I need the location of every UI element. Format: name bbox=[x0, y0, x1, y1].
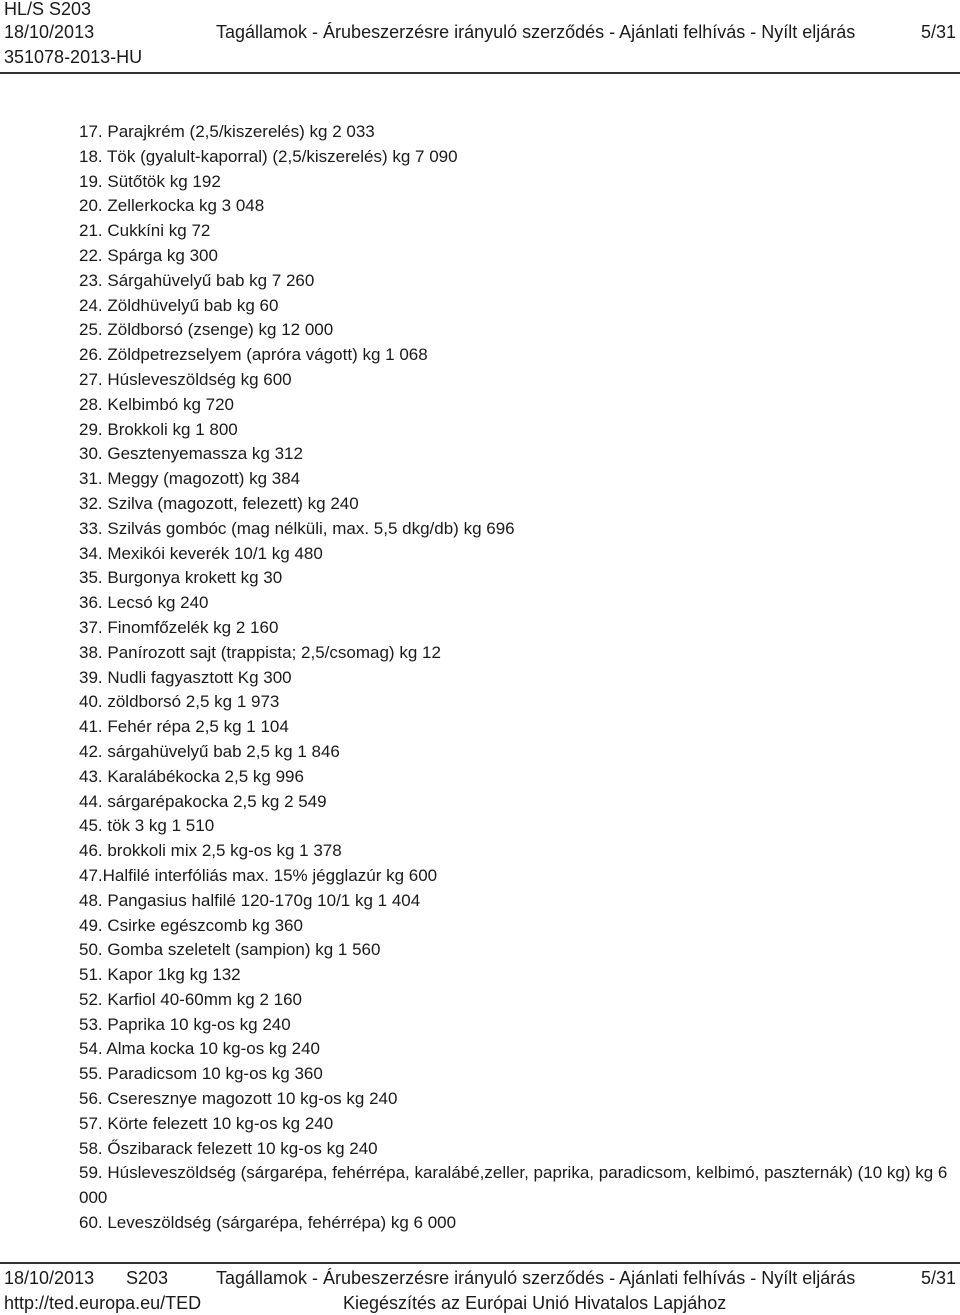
list-item: 50. Gomba szeletelt (sampion) kg 1 560 bbox=[79, 940, 381, 960]
list-item: 44. sárgarépakocka 2,5 kg 2 549 bbox=[79, 791, 327, 811]
list-item: 47.Halfilé interfóliás max. 15% jégglazúr kg 600 bbox=[79, 865, 438, 885]
list-item: 55. Paradicsom 10 kg-os kg 360 bbox=[79, 1064, 323, 1084]
list-item: 19. Sütőtök kg 192 bbox=[79, 171, 221, 191]
list-item: 24. Zöldhüvelyű bab kg 60 bbox=[79, 295, 279, 315]
page-header bbox=[0, 0, 960, 74]
page-number: 5/31 bbox=[920, 22, 956, 42]
list-item: 18. Tök (gyalult-kaporral) (2,5/kiszerelés) kg 7 090 bbox=[79, 146, 458, 166]
list-item: 41. Fehér répa 2,5 kg 1 104 bbox=[79, 717, 289, 737]
list-item: 25. Zöldborsó (zsenge) kg 12 000 bbox=[79, 320, 334, 340]
list-item: 33. Szilvás gombóc (mag nélküli, max. 5,5 dkg/db) kg 696 bbox=[79, 518, 515, 538]
list-item: 23. Sárgahüvelyű bab kg 7 260 bbox=[79, 270, 315, 290]
footer-title: Tagállamok - Árubeszerzésre irányuló szerződés - Ajánlati felhívás - Nyílt eljárás bbox=[216, 1268, 856, 1288]
list-item: 35. Burgonya krokett kg 30 bbox=[79, 568, 283, 588]
list-item: 40. zöldborsó 2,5 kg 1 973 bbox=[79, 692, 280, 712]
list-item: 51. Kapor 1kg kg 132 bbox=[79, 965, 241, 985]
list-item: 17. Parajkrém (2,5/kiszerelés) kg 2 033 bbox=[79, 122, 375, 141]
list-item: 32. Szilva (magozott, felezett) kg 240 bbox=[79, 493, 359, 513]
list-item: 30. Gesztenyemassza kg 312 bbox=[79, 444, 303, 464]
list-item: 29. Brokkoli kg 1 800 bbox=[79, 419, 238, 439]
list-item: 48. Pangasius halfilé 120-170g 10/1 kg 1 404 bbox=[79, 890, 421, 910]
footer-series: S203 bbox=[126, 1268, 169, 1288]
list-item: 43. Karalábékocka 2,5 kg 996 bbox=[79, 766, 304, 786]
list-item: 46. brokkoli mix 2,5 kg-os kg 1 378 bbox=[79, 841, 342, 861]
footer-url-link[interactable]: http://ted.europa.eu/TED bbox=[4, 1293, 202, 1313]
footer-supplement: Kiegészítés az Európai Unió Hivatalos Lapjához bbox=[343, 1293, 727, 1313]
list-item: 60. Leveszöldség (sárgarépa, fehérrépa) kg 6 000 bbox=[79, 1213, 457, 1233]
list-item: 56. Cseresznye magozott 10 kg-os kg 240 bbox=[79, 1089, 398, 1109]
header-title: Tagállamok - Árubeszerzésre irányuló szerződés - Ajánlati felhívás - Nyílt eljárás bbox=[216, 22, 856, 42]
list-item: 37. Finomfőzelék kg 2 160 bbox=[79, 617, 279, 637]
page-footer bbox=[0, 1262, 960, 1313]
list-item: 52. Karfiol 40-60mm kg 2 160 bbox=[79, 989, 303, 1009]
list-item: 34. Mexikói keverék 10/1 kg 480 bbox=[79, 543, 323, 563]
list-item: 49. Csirke egészcomb kg 360 bbox=[79, 915, 303, 935]
list-item: 53. Paprika 10 kg-os kg 240 bbox=[79, 1014, 291, 1034]
item-list bbox=[79, 120, 949, 1236]
list-item: 20. Zellerkocka kg 3 048 bbox=[79, 196, 265, 216]
footer-page-number: 5/31 bbox=[920, 1268, 956, 1288]
list-item: 22. Spárga kg 300 bbox=[79, 245, 218, 265]
series-label: HL/S S203 bbox=[4, 0, 92, 19]
doc-number: 351078-2013-HU bbox=[4, 47, 143, 67]
list-item: 54. Alma kocka 10 kg-os kg 240 bbox=[79, 1039, 320, 1059]
list-item: 21. Cukkíni kg 72 bbox=[79, 221, 211, 241]
list-item: 28. Kelbimbó kg 720 bbox=[79, 394, 234, 414]
list-item: 59. Húsleveszöldség (sárgarépa, fehérrépa, karalábé,zeller, paprika, paradicsom, kelbimó, paszternák) (10 kg) kg 6 000 bbox=[79, 1163, 948, 1208]
list-item: 42. sárgahüvelyű bab 2,5 kg 1 846 bbox=[79, 741, 340, 761]
list-item: 36. Lecsó kg 240 bbox=[79, 593, 209, 613]
list-item: 26. Zöldpetrezselyem (apróra vágott) kg 1 068 bbox=[79, 345, 428, 365]
header-date: 18/10/2013 bbox=[4, 22, 95, 42]
list-item: 39. Nudli fagyasztott Kg 300 bbox=[79, 667, 292, 687]
footer-date: 18/10/2013 bbox=[4, 1268, 95, 1288]
list-item: 27. Húsleveszöldség kg 600 bbox=[79, 369, 292, 389]
list-item: 31. Meggy (magozott) kg 384 bbox=[79, 469, 301, 489]
list-item: 58. Őszibarack felezett 10 kg-os kg 240 bbox=[79, 1138, 378, 1158]
list-item: 45. tök 3 kg 1 510 bbox=[79, 816, 215, 836]
list-item: 57. Körte felezett 10 kg-os kg 240 bbox=[79, 1113, 334, 1133]
list-item: 38. Panírozott sajt (trappista; 2,5/csomag) kg 12 bbox=[79, 642, 441, 662]
